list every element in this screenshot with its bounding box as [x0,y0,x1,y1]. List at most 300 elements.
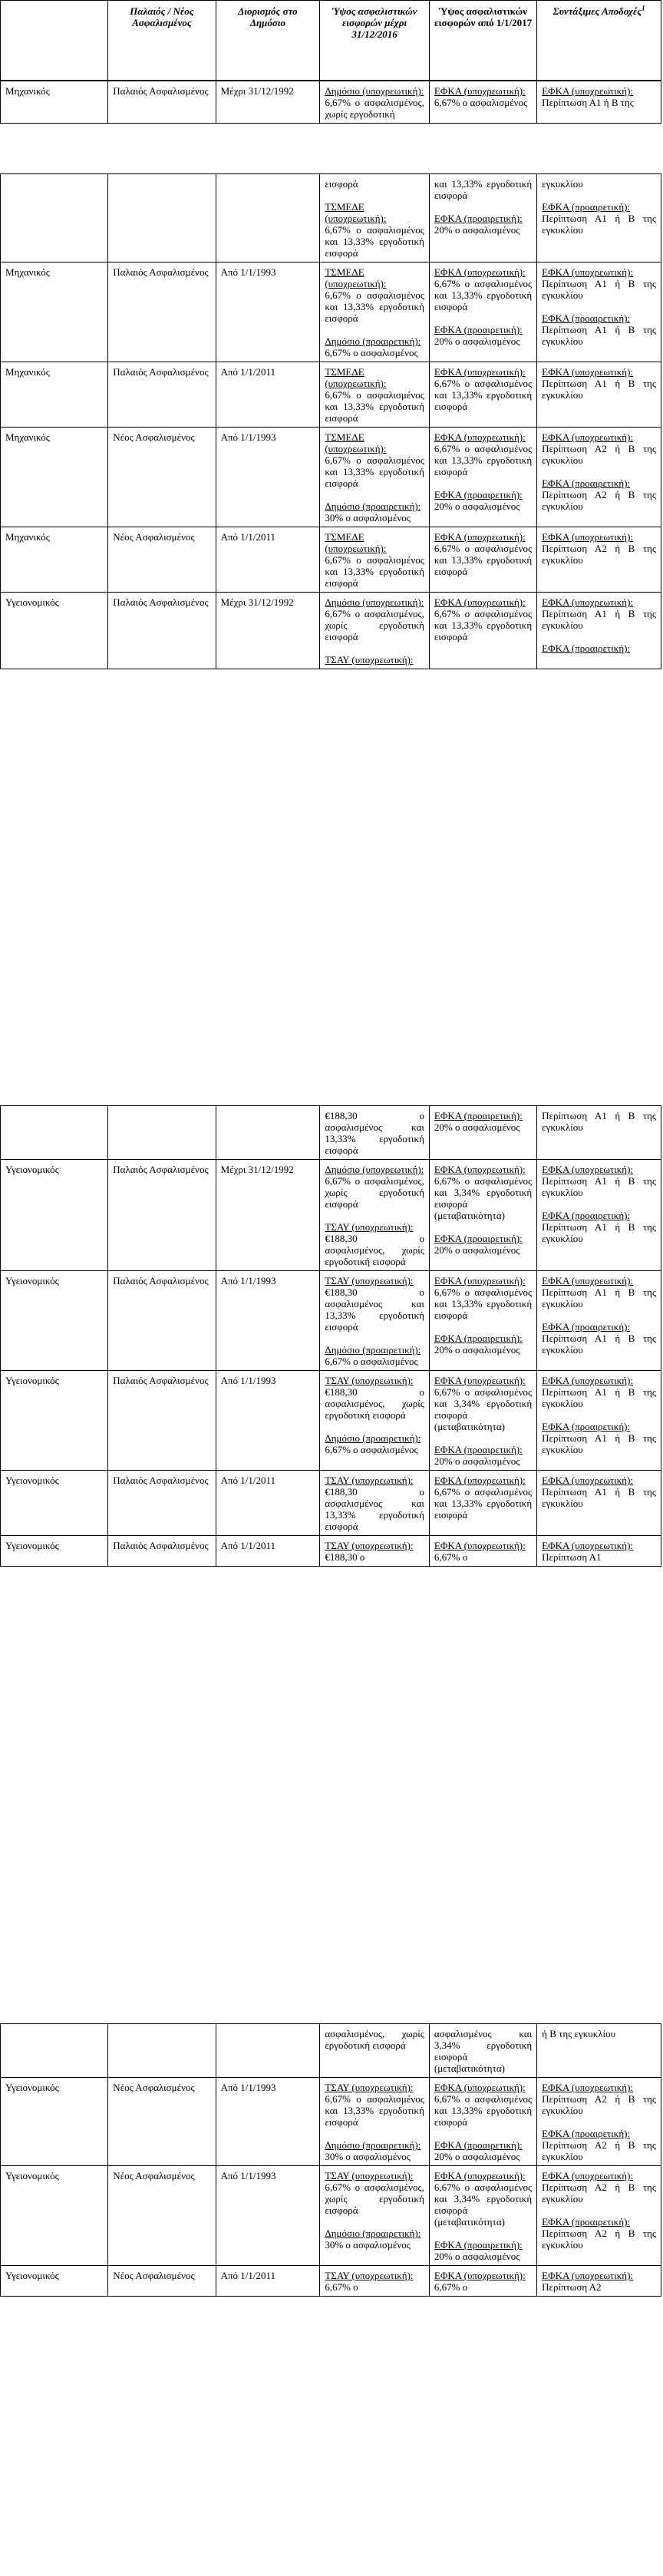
cell-c5 [429,362,536,428]
contribution-text: 6,67% ο [434,2281,468,2293]
contribution-text: 30% ο ασφαλισμένος [325,2239,411,2251]
cell-c1: Υγειονομικός [1,593,108,669]
contribution-text: Περίπτωση Α1 ή Β της εγκυκλίου [542,213,656,236]
fund-label: ΕΦΚΑ (προαιρετική): [434,324,523,335]
contribution-text: Περίπτωση Α1 [542,1551,602,1563]
cell-c6 [537,174,661,263]
cell-c5 [429,527,536,593]
header-cell-pensionable-earnings [537,1,661,81]
cell-c4 [320,174,430,263]
cell-c5 [429,1160,536,1271]
table-row [1,174,661,263]
cell-c2 [108,2024,216,2078]
fund-label: ΕΦΚΑ (υποχρεωτική): [434,2170,526,2181]
fund-label: ΕΦΚΑ (υποχρεωτική): [542,366,634,378]
contribution-text: και 13,33% εργοδοτική εισφορά [434,178,533,201]
table-segment [0,1105,661,1567]
table-header [0,0,661,81]
cell-c4 [320,362,430,428]
contribution-text: Περίπτωση Α1 ή Β της εγκυκλίου [542,378,656,401]
fund-label: ΕΦΚΑ (προαιρετική): [542,1421,631,1432]
cell-c4 [320,263,430,362]
fund-label: ΕΦΚΑ (υποχρεωτική): [434,1164,526,1175]
contribution-text: Περίπτωση Α1 ή Β της [542,97,634,108]
cell-c6 [537,2166,661,2266]
table-row [1,1471,661,1536]
table-row [1,527,661,593]
contribution-text: 6,67% ο ασφαλισμένος και 13,33% εργοδοτική εισφορά [325,554,424,589]
table-segment [0,81,661,124]
header-cell-empty [1,1,108,81]
paragraph-gap [434,2128,532,2139]
cell-c5 [429,174,536,263]
contribution-text: Περίπτωση Α2 ή Β της εγκυκλίου [542,2139,656,2162]
cell-c6 [537,1371,661,1471]
cell-c2: Παλαιός Ασφαλισμένος [108,1471,216,1536]
cell-c6 [537,2078,661,2166]
paragraph-gap [542,1409,656,1421]
cell-c5 [429,2266,536,2297]
fund-label: ΕΦΚΑ (προαιρετική): [434,1333,523,1344]
contribution-text: 6,67% ο ασφαλισμένος και 3,34% εργοδοτική εισφορά (μεταβατικότητα) [434,1386,533,1432]
contribution-text: Περίπτωση Α1 ή Β της εγκυκλίου [542,1110,656,1133]
contribution-text: 6,67% ο ασφαλισμένος [434,97,528,108]
contribution-text: 20% ο ασφαλισμένος [434,1121,520,1133]
cell-c1: Υγειονομικός [1,2078,108,2166]
cell-c4 [320,1536,430,1567]
contribution-text: ασφαλισμένος και 3,34% εργοδοτική εισφορά (μεταβατικότητα) [434,2028,533,2074]
contribution-text: 20% ο ασφαλισμένος [434,1455,520,1467]
cell-c4 [320,527,430,593]
fund-label: ΤΣΑΥ (υποχρεωτική): [325,2270,414,2281]
contribution-text: Περίπτωση Α1 ή Β της εγκυκλίου [542,1221,656,1244]
cell-c6 [537,1471,661,1536]
fund-label: Δημόσιο (προαιρετική): [325,2139,421,2151]
cell-c3: Από 1/1/1993 [216,428,320,527]
fund-label: ΕΦΚΑ (υποχρεωτική): [434,2082,526,2093]
table-row [1,1106,661,1160]
fund-label: ΕΦΚΑ (προαιρετική): [542,642,631,654]
contribution-text: 6,67% ο ασφαλισμένος και 13,33% εργοδοτική εισφορά [325,389,424,424]
cell-c2: Παλαιός Ασφαλισμένος [108,1160,216,1271]
header-cell-contributions-until-2016: Ύψος ασφαλιστικών εισφορών μέχρι 31/12/2016 [320,1,430,81]
contribution-text: 6,67% ο ασφαλισμένος και 13,33% εργοδοτική εισφορά [434,2093,533,2128]
fund-label: ΕΦΚΑ (υποχρεωτική): [434,2270,526,2281]
fund-label: ΤΣΜΕΔΕ (υποχρεωτική): [325,531,387,554]
contribution-text: 20% ο ασφαλισμένος [434,1344,520,1356]
cell-c4 [320,1271,430,1371]
cell-c5 [429,2166,536,2266]
paragraph-gap [325,2216,424,2228]
fund-label: ΕΦΚΑ (υποχρεωτική): [434,1275,526,1286]
contribution-text: 6,67% ο ασφαλισμένος και 13,33% εργοδοτική εισφορά [434,608,533,642]
contribution-text: εγκυκλίου [542,178,583,190]
footnote-marker: 1 [642,4,645,12]
header-cell-insured-type: Παλαιός / Νέος Ασφαλισμένος [108,1,216,81]
fund-label: Δημόσιο (προαιρετική): [325,500,421,512]
contribution-text: €188,30 ο ασφαλισμένος, χωρίς εργοδοτική εισφορά [325,1386,424,1421]
fund-label: ΕΦΚΑ (προαιρετική): [434,1110,523,1121]
paragraph-gap [542,1309,656,1321]
cell-c2: Νέος Ασφαλισμένος [108,2266,216,2297]
table-row [1,2166,661,2266]
fund-label: ΕΦΚΑ (υποχρεωτική): [542,1164,634,1175]
cell-c3 [216,174,320,263]
fund-label: ΕΦΚΑ (υποχρεωτική): [542,1475,634,1486]
fund-label: ΕΦΚΑ (υποχρεωτική): [434,531,526,543]
fund-label: Δημόσιο (υποχρεωτική): [325,85,424,97]
cell-c1: Μηχανικός [1,428,108,527]
contribution-text: Περίπτωση Α1 ή Β της εγκυκλίου [542,1333,656,1356]
contribution-text: Περίπτωση Α1 ή Β της εγκυκλίου [542,1175,656,1198]
header-col6-text: Συντάξιμες Αποδοχές [552,5,642,17]
paragraph-gap [542,631,656,642]
cell-c6 [537,428,661,527]
fund-label: ΕΦΚΑ (υποχρεωτική): [542,1275,634,1286]
paragraph-gap [542,1198,656,1210]
cell-c6 [537,1536,661,1567]
fund-label: ΕΦΚΑ (προαιρετική): [542,2216,631,2228]
paragraph-gap [325,2128,424,2139]
table-segment [0,2023,661,2297]
fund-label: ΤΣΑΥ (υποχρεωτική): [325,2082,414,2093]
cell-c2: Νέος Ασφαλισμένος [108,527,216,593]
fund-label: ΕΦΚΑ (υποχρεωτική): [542,1540,634,1551]
paragraph-gap [434,1432,532,1444]
cell-c2: Παλαιός Ασφαλισμένος [108,1371,216,1471]
contribution-text: Περίπτωση Α1 ή Β της εγκυκλίου [542,608,656,631]
cell-c3: Από 1/1/1993 [216,1271,320,1371]
cell-c3: Μέχρι 31/12/1992 [216,81,320,124]
fund-label: ΕΦΚΑ (προαιρετική): [542,1321,631,1333]
cell-c1 [1,1106,108,1160]
contribution-text: Περίπτωση Α1 ή Β της εγκυκλίου [542,1486,656,1509]
cell-c6 [537,527,661,593]
paragraph-gap [434,201,532,213]
cell-c2: Νέος Ασφαλισμένος [108,2078,216,2166]
cell-c4 [320,428,430,527]
table-row [1,1371,661,1471]
fund-label: ΕΦΚΑ (υποχρεωτική): [542,431,634,443]
cell-c3: Από 1/1/1993 [216,263,320,362]
fund-label: ΕΦΚΑ (προαιρετική): [434,2139,523,2151]
cell-c3: Μέχρι 31/12/1992 [216,593,320,669]
contribution-text: Περίπτωση Α2 ή Β της εγκυκλίου [542,2093,656,2116]
contribution-text: Περίπτωση Α1 ή Β της εγκυκλίου [542,324,656,347]
contribution-text: 6,67% ο ασφαλισμένος και 13,33% εργοδοτική εισφορά [325,2093,424,2128]
paragraph-gap [542,2116,656,2128]
contribution-text: 6,67% ο ασφαλισμένος και 13,33% εργοδοτική εισφορά [434,443,533,477]
contribution-text: €188,30 ο [325,1551,365,1563]
cell-c5 [429,2024,536,2078]
contribution-text: Περίπτωση Α2 ή Β της εγκυκλίου [542,2228,656,2251]
cell-c4 [320,2166,430,2266]
fund-label: ΕΦΚΑ (προαιρετική): [542,1210,631,1221]
table-row [1,1271,661,1371]
contribution-text: 6,67% ο ασφαλισμένος και 13,33% εργοδοτική εισφορά [434,1486,533,1521]
contribution-text: 30% ο ασφαλισμένος [325,512,411,523]
contribution-text: 6,67% ο ασφαλισμένος και 3,34% εργοδοτική εισφορά (μεταβατικότητα) [434,1175,533,1221]
cell-c2: Παλαιός Ασφαλισμένος [108,263,216,362]
cell-c1: Μηχανικός [1,81,108,124]
contribution-text: 6,67% ο ασφαλισμένος και 13,33% εργοδοτική εισφορά [325,224,424,259]
table-row [1,81,661,124]
header-cell-appointment: Διορισμός στο Δημόσιο [216,1,320,81]
cell-c4 [320,2078,430,2166]
fund-label: Δημόσιο (υποχρεωτική): [325,1164,424,1175]
fund-label: ΕΦΚΑ (προαιρετική): [434,213,523,224]
fund-label: Δημόσιο (προαιρετική): [325,1344,421,1356]
cell-c5 [429,81,536,124]
contribution-text: €188,30 ο ασφαλισμένος και 13,33% εργοδοτική εισφορά [325,1486,424,1532]
cell-c3 [216,1106,320,1160]
paragraph-gap [325,324,424,335]
cell-c5 [429,1271,536,1371]
fund-label: Δημόσιο (προαιρετική): [325,2228,421,2239]
cell-c3: Από 1/1/1993 [216,1371,320,1471]
cell-c5 [429,1371,536,1471]
paragraph-gap [434,1221,532,1233]
cell-c2: Παλαιός Ασφαλισμένος [108,362,216,428]
table-row [1,362,661,428]
paragraph-gap [434,2228,532,2239]
cell-c3 [216,2024,320,2078]
contribution-text: 6,67% ο ασφαλισμένος, χωρίς εργοδοτική εισφορά [325,2181,424,2216]
contribution-text: 20% ο ασφαλισμένος [434,1244,520,1256]
cell-c1: Μηχανικός [1,263,108,362]
contribution-text: 6,67% ο ασφαλισμένος και 13,33% εργοδοτική εισφορά [434,543,533,577]
table-row [1,593,661,669]
fund-label: ΤΣΜΕΔΕ (υποχρεωτική): [325,366,387,389]
fund-label: ΕΦΚΑ (υποχρεωτική): [542,2270,634,2281]
cell-c2: Νέος Ασφαλισμένος [108,428,216,527]
cell-c5 [429,2078,536,2166]
cell-c4 [320,1106,430,1160]
table-segment [0,173,661,669]
cell-c4 [320,2024,430,2078]
contribution-text: Περίπτωση Α1 ή Β της εγκυκλίου [542,1386,656,1409]
paragraph-gap [542,301,656,312]
contribution-text: 20% ο ασφαλισμένος [434,2151,520,2162]
paragraph-gap [434,477,532,489]
cell-c1: Υγειονομικός [1,1160,108,1271]
cell-c4 [320,1371,430,1471]
paragraph-gap [325,190,424,201]
cell-c4 [320,2266,430,2297]
contribution-text: 6,67% ο ασφαλισμένος και 3,34% εργοδοτική εισφορά (μεταβατικότητα) [434,2181,533,2228]
fund-label: ΤΣΑΥ (υποχρεωτική): [325,1375,414,1386]
cell-c1: Υγειονομικός [1,1471,108,1536]
cell-c5 [429,1106,536,1160]
cell-c1: Υγειονομικός [1,1536,108,1567]
contribution-text: 6,67% ο [325,2281,358,2293]
cell-c6 [537,81,661,124]
fund-label: ΕΦΚΑ (προαιρετική): [542,312,631,324]
contribution-text: εισφορά [325,178,358,190]
contribution-text: €188,30 ο ασφαλισμένος, χωρίς εργοδοτική εισφορά [325,1233,424,1267]
fund-label: ΕΦΚΑ (προαιρετική): [542,2128,631,2139]
contribution-text: 6,67% ο ασφαλισμένος, χωρίς εργοδοτική εισφορά [325,1175,424,1210]
fund-label: ΤΣΑΥ (υποχρεωτική): [325,2170,414,2181]
cell-c6 [537,362,661,428]
fund-label: ΕΦΚΑ (υποχρεωτική): [434,431,526,443]
contribution-text: Περίπτωση Α1 ή Β της εγκυκλίου [542,1432,656,1455]
cell-c5 [429,428,536,527]
fund-label: ΤΣΑΥ (υποχρεωτική): [325,1540,414,1551]
fund-label: ΕΦΚΑ (προαιρετική): [434,1444,523,1455]
cell-c3: Από 1/1/2011 [216,362,320,428]
cell-c2 [108,1106,216,1160]
contribution-text: 6,67% ο ασφαλισμένος [325,1356,418,1367]
fund-label: Δημόσιο (προαιρετική): [325,1432,421,1444]
cell-c6 [537,1106,661,1160]
fund-label: ΤΣΑΥ (υποχρεωτική): [325,1221,414,1233]
contribution-text: ασφαλισμένος, χωρίς εργοδοτική εισφορά [325,2028,424,2051]
cell-c3: Από 1/1/2011 [216,527,320,593]
cell-c4 [320,593,430,669]
fund-label: ΤΣΑΥ (υποχρεωτική): [325,654,414,665]
fund-label: ΤΣΜΕΔΕ (υποχρεωτική): [325,201,387,224]
cell-c2: Παλαιός Ασφαλισμένος [108,1536,216,1567]
cell-c2: Παλαιός Ασφαλισμένος [108,1271,216,1371]
paragraph-gap [542,190,656,201]
cell-c3: Από 1/1/2011 [216,1536,320,1567]
fund-label: ΕΦΚΑ (υποχρεωτική): [434,1375,526,1386]
paragraph-gap [434,312,532,324]
cell-c3: Μέχρι 31/12/1992 [216,1160,320,1271]
paragraph-gap [325,642,424,654]
cell-c1: Μηχανικός [1,527,108,593]
paragraph-gap [325,489,424,500]
cell-c2 [108,174,216,263]
contribution-text: €188,30 ο ασφαλισμένος και 13,33% εργοδοτική εισφορά [325,1110,424,1156]
fund-label: ΕΦΚΑ (προαιρετική): [542,477,631,489]
contribution-text: 20% ο ασφαλισμένος [434,335,520,347]
fund-label: ΕΦΚΑ (προαιρετική): [434,1233,523,1244]
header-cell-contributions-from-2017: Ύψος ασφαλιστικών εισφορών από 1/1/2017 [429,1,536,81]
paragraph-gap [542,466,656,477]
contribution-text: Περίπτωση Α2 ή Β της εγκυκλίου [542,443,656,466]
fund-label: ΕΦΚΑ (υποχρεωτική): [542,596,634,608]
fund-label: ΕΦΚΑ (υποχρεωτική): [542,85,634,97]
table-row [1,2024,661,2078]
fund-label: ΤΣΑΥ (υποχρεωτική): [325,1275,414,1286]
table-row [1,2266,661,2297]
contribution-text: Περίπτωση Α1 ή Β της εγκυκλίου [542,1286,656,1309]
contribution-text: 6,67% ο ασφαλισμένος και 13,33% εργοδοτική εισφορά [434,1286,533,1321]
fund-label: ΕΦΚΑ (υποχρεωτική): [434,85,526,97]
contribution-text: 6,67% ο ασφαλισμένος [325,1444,418,1455]
fund-label: ΕΦΚΑ (υποχρεωτική): [434,596,526,608]
fund-label: ΕΦΚΑ (υποχρεωτική): [542,2082,634,2093]
fund-label: ΤΣΜΕΔΕ (υποχρεωτική): [325,266,387,289]
contribution-text: 20% ο ασφαλισμένος [434,224,520,236]
cell-c2: Νέος Ασφαλισμένος [108,2166,216,2266]
cell-c5 [429,593,536,669]
contribution-text: ή Β της εγκυκλίου [542,2028,616,2039]
fund-label: ΕΦΚΑ (προαιρετική): [542,201,631,213]
cell-c4 [320,81,430,124]
contribution-text: 6,67% ο ασφαλισμένος [325,347,418,358]
fund-label: Δημόσιο (υποχρεωτική): [325,596,424,608]
cell-c6 [537,263,661,362]
table-row [1,1160,661,1271]
contribution-text: Περίπτωση Α2 ή Β της εγκυκλίου [542,489,656,512]
cell-c1 [1,2024,108,2078]
cell-c1: Υγειονομικός [1,2166,108,2266]
contribution-text: 6,67% ο ασφαλισμένος, χωρίς εργοδοτική εισφορά [325,608,424,642]
cell-c4 [320,1471,430,1536]
fund-label: ΕΦΚΑ (προαιρετική): [434,489,523,500]
table-row [1,263,661,362]
cell-c6 [537,2266,661,2297]
cell-c1: Υγειονομικός [1,2266,108,2297]
table-row [1,2078,661,2166]
fund-label: Δημόσιο (προαιρετική): [325,335,421,347]
cell-c6 [537,1160,661,1271]
cell-c6 [537,1271,661,1371]
contribution-text: 6,67% ο ασφαλισμένος και 13,33% εργοδοτική εισφορά [325,454,424,489]
paragraph-gap [542,2204,656,2216]
cell-c1: Μηχανικός [1,362,108,428]
table-row [1,1536,661,1567]
fund-label: ΕΦΚΑ (υποχρεωτική): [434,266,526,278]
paragraph-gap [325,1421,424,1432]
contribution-text: 6,67% ο ασφαλισμένος, χωρίς εργοδοτική [325,97,424,120]
fund-label: ΕΦΚΑ (υποχρεωτική): [434,1540,526,1551]
cell-c1 [1,174,108,263]
contribution-text: Περίπτωση Α2 [542,2281,602,2293]
cell-c4 [320,1160,430,1271]
fund-label: ΕΦΚΑ (προαιρετική): [434,2239,523,2251]
contribution-text: 20% ο ασφαλισμένος [434,2251,520,2262]
cell-c2: Παλαιός Ασφαλισμένος [108,593,216,669]
cell-c3: Από 1/1/2011 [216,2266,320,2297]
cell-c5 [429,1471,536,1536]
cell-c1: Υγειονομικός [1,1371,108,1471]
contribution-text: 6,67% ο ασφαλισμένος και 13,33% εργοδοτική εισφορά [434,378,533,412]
cell-c3: Από 1/1/1993 [216,2166,320,2266]
cell-c6 [537,593,661,669]
contribution-text: Περίπτωση Α2 ή Β της εγκυκλίου [542,543,656,566]
fund-label: ΕΦΚΑ (υποχρεωτική): [542,1375,634,1386]
table-row [1,428,661,527]
cell-c3: Από 1/1/2011 [216,1471,320,1536]
paragraph-gap [325,1210,424,1221]
fund-label: ΤΣΜΕΔΕ (υποχρεωτική): [325,431,387,454]
cell-c3: Από 1/1/1993 [216,2078,320,2166]
cell-c1: Υγειονομικός [1,1271,108,1371]
contribution-text: Περίπτωση Α1 ή Β της εγκυκλίου [542,278,656,301]
fund-label: ΕΦΚΑ (υποχρεωτική): [542,2170,634,2181]
contribution-text: 6,67% ο ασφαλισμένος και 13,33% εργοδοτική εισφορά [434,278,533,312]
cell-c6 [537,2024,661,2078]
contribution-text: 30% ο ασφαλισμένος [325,2151,411,2162]
cell-c2: Παλαιός Ασφαλισμένος [108,81,216,124]
fund-label: ΤΣΑΥ (υποχρεωτική): [325,1475,414,1486]
contribution-text: €188,30 ο ασφαλισμένος και 13,33% εργοδοτική εισφορά [325,1286,424,1333]
paragraph-gap [325,1333,424,1344]
fund-label: ΕΦΚΑ (υποχρεωτική): [542,531,634,543]
contribution-text: 20% ο ασφαλισμένος [434,500,520,512]
fund-label: ΕΦΚΑ (υποχρεωτική): [434,366,526,378]
contribution-text: Περίπτωση Α2 ή Β της εγκυκλίου [542,2181,656,2204]
contribution-text: 6,67% ο ασφαλισμένος και 13,33% εργοδοτική εισφορά [325,289,424,324]
paragraph-gap [434,1321,532,1333]
cell-c5 [429,1536,536,1567]
fund-label: ΕΦΚΑ (υποχρεωτική): [434,1475,526,1486]
cell-c5 [429,263,536,362]
